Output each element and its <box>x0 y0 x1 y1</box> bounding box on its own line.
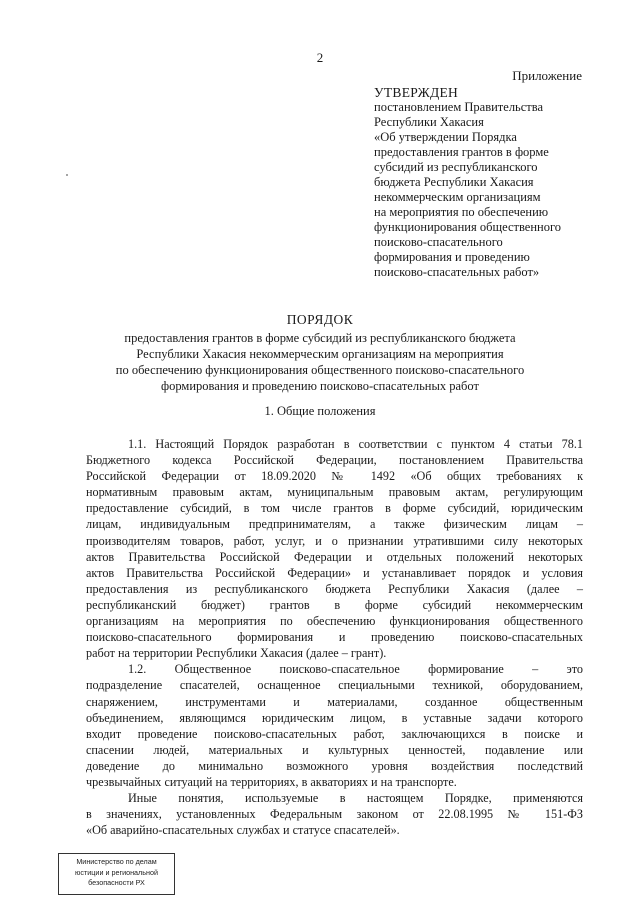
subtitle-line: по обеспечению функционирования общественного поисково-спасательного <box>115 363 525 377</box>
body-line: производителям товаров, работ, услуг, и о признании утратившими силу некоторых <box>86 533 583 548</box>
approval-line: постановлением Правительства <box>374 100 544 114</box>
subtitle-line: предоставления грантов в форме субсидий из республиканского бюджета <box>124 331 516 345</box>
approval-line: «Об утверждении Порядка <box>374 130 517 144</box>
approval-line: некоммерческим организациям <box>374 190 541 204</box>
approval-line: бюджета Республики Хакасия <box>374 175 534 189</box>
body-line: 1.2. Общественное поисково-спасательное формирование – это <box>128 662 583 677</box>
body-line: 1.1. Настоящий Порядок разработан в соответствии с пунктом 4 статьи 78.1 <box>128 437 583 451</box>
subtitle-line: Республики Хакасия некоммерческим организациям на мероприятия <box>136 347 504 361</box>
approval-line: поисково-спасательного <box>374 235 503 249</box>
stamp-line: безопасности РХ <box>88 878 145 887</box>
approval-line: субсидий из республиканского <box>374 160 538 174</box>
body-line: работ на территории Республики Хакасия (далее – грант). <box>86 646 387 661</box>
document-body <box>86 436 583 838</box>
appendix-label: Приложение <box>512 68 582 83</box>
approval-line: формирования и проведению <box>374 250 530 264</box>
body-line: Российской Федерации от 18.09.2020 № 1492 «Об общих требованиях к <box>86 469 583 484</box>
stamp-line: Министерство по делам <box>76 857 157 866</box>
section-title: 1. Общие положения <box>264 404 376 418</box>
approval-block <box>374 85 604 280</box>
body-line: подразделение спасателей, оснащенное специальными техникой, оборудованием, <box>86 678 583 693</box>
approval-line: Республики Хакасия <box>374 115 484 129</box>
paragraph-1-2 <box>86 661 583 790</box>
body-line: поисково-спасательного формирования и проведению поисково-спасательных <box>86 630 583 645</box>
body-line: нормативным правовым актам, муниципальным правовым актам, регулирующим <box>86 485 583 500</box>
body-line: чрезвычайных ситуаций на территориях, в акваториях и на транспорте. <box>86 774 457 789</box>
body-line: актов Правительства Российской Федерации» и устанавливает порядок и условия <box>86 565 583 580</box>
page-number: 2 <box>316 50 324 65</box>
paragraph-other-terms <box>86 790 583 838</box>
approval-line: поисково-спасательных работ» <box>374 265 540 279</box>
document-subtitle <box>0 330 640 394</box>
approval-line: на мероприятия по обеспечению <box>374 205 549 219</box>
body-line: республиканский бюджет) грантов в форме субсидий некоммерческим <box>86 597 583 612</box>
body-line: входит проведение поисково-спасательных работ, заключающихся в поиске и <box>86 726 583 741</box>
body-line: предоставление субсидий, в том числе грантов в форме субсидий, юридическим <box>86 501 583 516</box>
scan-speck <box>66 174 68 176</box>
document-title: ПОРЯДОК <box>286 312 354 327</box>
body-line: объединением, являющимся юридическим лицом, в уставные задачи которого <box>86 710 583 725</box>
subtitle-line: формирования и проведению поисково-спасательных работ <box>161 379 479 393</box>
ministry-stamp <box>58 853 175 895</box>
body-line: Бюджетного кодекса Российской Федерации, постановлением Правительства <box>86 453 583 468</box>
body-line: «Об аварийно-спасательных службах и статусе спасателей». <box>86 823 400 838</box>
body-line: спасении людей, материальных и культурных ценностей, подавление или <box>86 742 583 757</box>
body-line: снаряжением, инструментами и материалами, созданное общественным <box>86 694 583 709</box>
approval-line: функционирования общественного <box>374 220 562 234</box>
body-line: организациям на мероприятия по обеспечению функционирования общественного <box>86 614 583 629</box>
body-line: доведение до минимально возможного уровня воздействия последствий <box>86 758 583 773</box>
body-line: предоставления из республиканского бюджета Республики Хакасия (далее – <box>86 581 583 596</box>
body-line: лицам, индивидуальным предпринимателям, а также физическим лицам – <box>86 517 583 532</box>
stamp-line: юстиции и региональной <box>75 867 158 877</box>
approval-heading: УТВЕРЖДЕН <box>374 85 459 100</box>
paragraph-1-1 <box>86 436 583 661</box>
body-line: актов Правительства Российской Федерации и отдельных положений некоторых <box>86 549 583 564</box>
approval-line: предоставления грантов в форме <box>374 145 549 159</box>
body-line: Иные понятия, используемые в настоящем Порядке, применяются <box>128 791 583 806</box>
body-line: в значениях, установленных Федеральным законом от 22.08.1995 № 151-ФЗ <box>86 807 583 822</box>
